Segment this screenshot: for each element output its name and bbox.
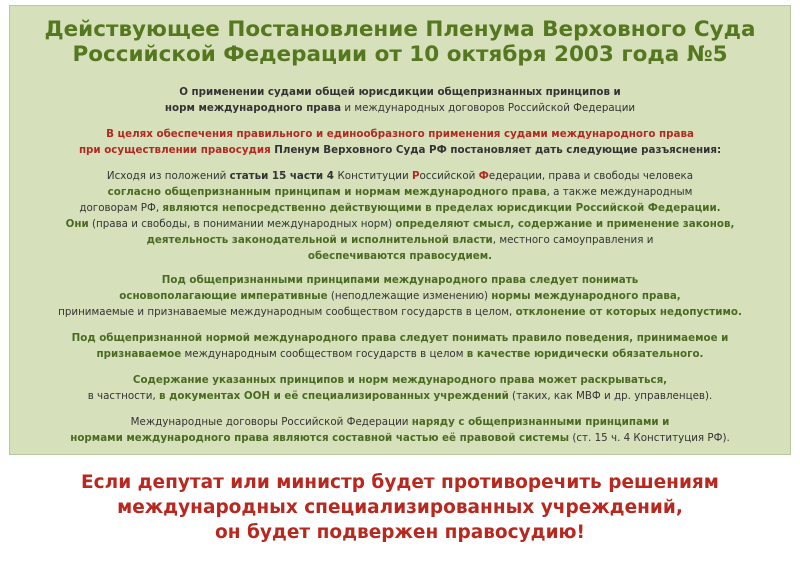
const-text-c: Конституции (337, 170, 412, 182)
norm-recognized: признаваемое (96, 348, 182, 360)
treaties-along: наряду с общепризнанными принципами и (411, 416, 670, 428)
principles-norms: нормы международного права, (491, 290, 681, 302)
subject-norms: норм международного права (164, 102, 342, 114)
paragraph-norm (10, 330, 790, 362)
const-text-j: договорам РФ, (79, 202, 163, 214)
const-article: статьи 15 части 4 (229, 170, 338, 182)
const-text-g: едерации, права и свободы человека (488, 170, 694, 182)
norm-line-1: Под общепризнанной нормой международного права следует понимать правило поведения, принимаемое и (71, 332, 729, 344)
subject-line-1: О применении судами общей юрисдикции общепризнанных принципов и (179, 86, 621, 98)
const-direct-effect: являются непосредственно действующими в пределах юрисдикции Российской Федерации. (162, 202, 721, 214)
paragraph-principles (10, 272, 790, 320)
const-text-m: (права и свободы, в понимании международных норм) (88, 218, 396, 230)
paragraph-treaties (10, 414, 790, 446)
const-they: Они (65, 218, 89, 230)
treaties-text-a: Международные договоры Российской Федерации (130, 416, 412, 428)
const-text-e: оссийской (419, 170, 479, 182)
warning-line-2: международных специализированных учреждений, (117, 497, 683, 518)
content-un-documents: в документах ООН и её специализированных учреждений (159, 390, 509, 402)
purpose-line-1: В целях обеспечения правильного и единообразного применения судами международного права (106, 128, 694, 140)
paragraph-purpose (10, 126, 790, 158)
principles-text-d: принимаемые и признаваемые международным сообществом государств в целом, (58, 306, 516, 318)
const-authorities: деятельность законодательной и исполнительной власти (146, 234, 493, 246)
principles-imperative: основополагающие императивные (119, 290, 328, 302)
warning-text (0, 470, 800, 545)
paragraph-subject (10, 84, 790, 116)
page-title (10, 17, 790, 67)
warning-line-3: он будет подвержен правосудию! (215, 522, 585, 543)
purpose-justice: при осуществлении правосудия (78, 144, 271, 156)
purpose-plenum: Пленум Верховного Суда РФ постановляет дать следующие разъяснения: (270, 144, 722, 156)
principles-line-1: Под общепризнанными принципами международного права следует понимать (161, 274, 639, 286)
treaties-legal-system: нормами международного права являются составной частью её правовой системы (70, 432, 570, 444)
content-line-1: Содержание указанных принципов и норм международного права может раскрываться, (132, 374, 668, 386)
norm-binding: в качестве юридически обязательного. (466, 348, 704, 360)
subject-treaties: и международных договоров Российской Федерации (341, 102, 636, 114)
treaties-text-d: (ст. 15 ч. 4 Конституция РФ). (569, 432, 730, 444)
paragraph-constitution (10, 168, 790, 264)
const-ensured: обеспечиваются правосудием. (307, 250, 493, 262)
principles-text-b: (неподлежащие изменению) (327, 290, 492, 302)
principles-no-deviation: отклонение от которых недопустимо. (515, 306, 742, 318)
warning-line-1: Если депутат или министр будет противоречить решениям (81, 472, 719, 493)
const-letter-f: Ф (478, 170, 489, 182)
const-principles: согласно общепризнанным принципам и нормам международного права (107, 186, 547, 198)
paragraph-content (10, 372, 790, 404)
norm-text-b: международным сообществом государств в целом (181, 348, 467, 360)
const-text-p: , местного самоуправления и (492, 234, 654, 246)
content-text-c: (таких, как МВФ и др. управленцев). (508, 390, 713, 402)
decree-panel (9, 5, 791, 455)
content-text-a: в частности, (87, 390, 160, 402)
const-text-i: , а также международным (546, 186, 693, 198)
title-line-1: Действующее Постановление Пленума Верховного Суда (44, 17, 756, 42)
const-define-meaning: определяют смысл, содержание и применение законов, (395, 218, 735, 230)
const-text-a: Исходя из положений (106, 170, 230, 182)
const-letter-r: Р (411, 170, 420, 182)
title-line-2: Российской Федерации от 10 октября 2003 года №5 (72, 42, 728, 67)
